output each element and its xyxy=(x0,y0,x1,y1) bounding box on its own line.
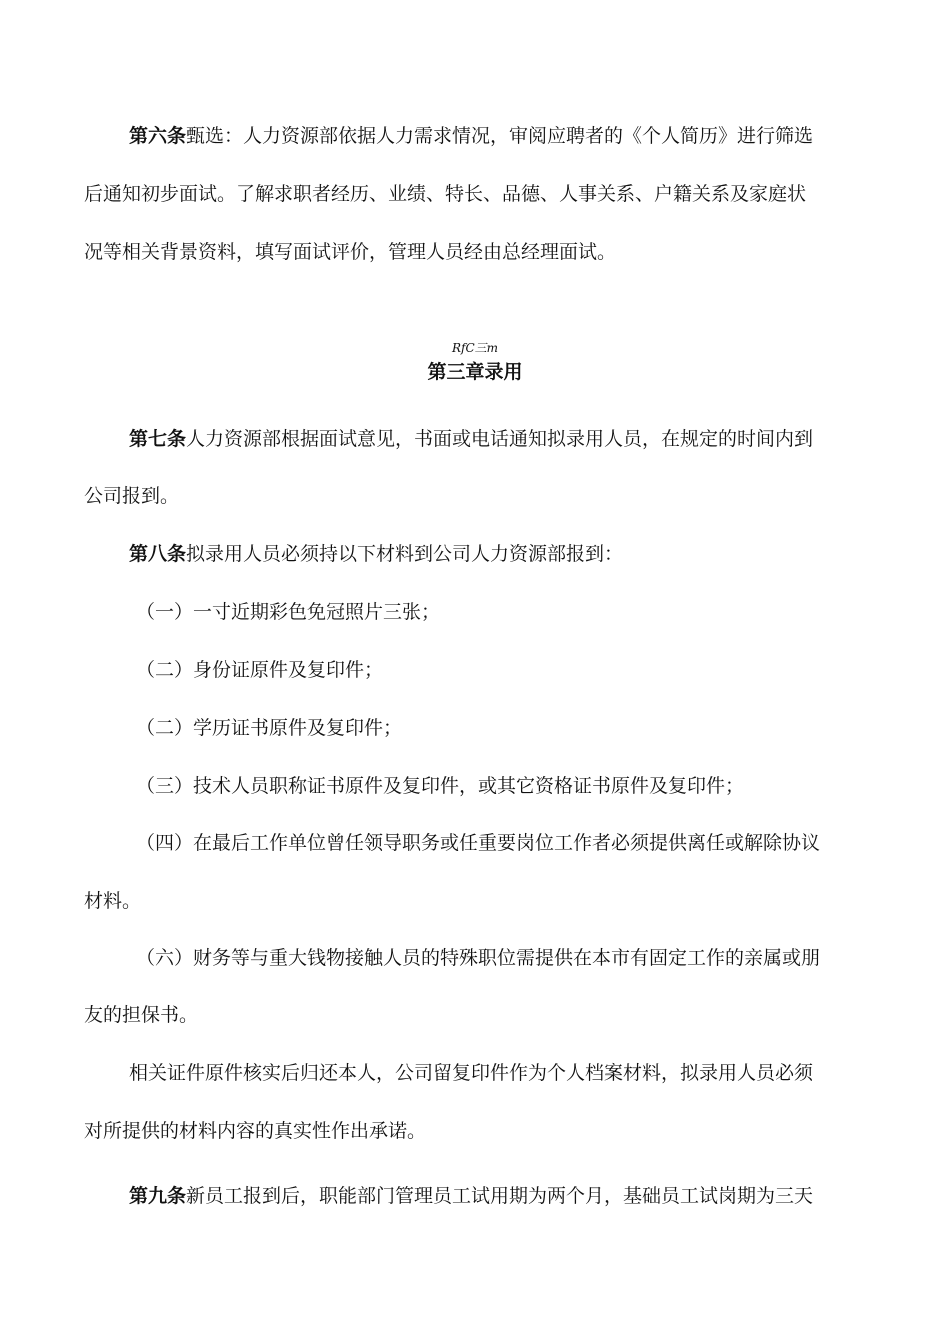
article-9-line-1 xyxy=(129,1182,874,1210)
article-7-line-2: 公司报到。 xyxy=(84,485,180,507)
article-6-label: 第六条 xyxy=(129,125,187,147)
article-9-text: 新员工报到后，职能部门管理员工试用期为两个月，基础员工试岗期为三天 xyxy=(186,1185,814,1207)
list-item-5-line-2: 材料。 xyxy=(84,890,142,912)
chapter-artifact-text: RfC三m xyxy=(451,341,499,355)
article-7-text: 人力资源部根据面试意见，书面或电话通知拟录用人员，在规定的时间内到 xyxy=(186,428,814,450)
list-item-5-line-1: （四）在最后工作单位曾任领导职务或任重要岗位工作者必须提供离任或解除协议 xyxy=(136,832,821,854)
chapter-title: 第三章录用 xyxy=(427,361,523,383)
list-item-4: （三）技术人员职称证书原件及复印件，或其它资格证书原件及复印件； xyxy=(136,775,745,797)
article-9-label: 第九条 xyxy=(129,1185,187,1207)
list-item-3: （二）学历证书原件及复印件； xyxy=(136,717,403,739)
article-8-line-1 xyxy=(129,540,874,568)
article-6-text: 甄选：人力资源部依据人力需求情况，审阅应聘者的《个人简历》进行筛选 xyxy=(186,125,814,147)
list-item-6-line-2: 友的担保书。 xyxy=(84,1004,199,1026)
article-7-label: 第七条 xyxy=(129,428,187,450)
list-item-2: （二）身份证原件及复印件； xyxy=(136,659,384,681)
note-line-1: 相关证件原件核实后归还本人，公司留复印件作为个人档案材料，拟录用人员必须 xyxy=(129,1062,814,1084)
article-8-label: 第八条 xyxy=(129,543,187,565)
article-6-line-3: 况等相关背景资料，填写面试评价，管理人员经由总经理面试。 xyxy=(84,241,617,263)
list-item-6-line-1: （六）财务等与重大钱物接触人员的特殊职位需提供在本市有固定工作的亲属或朋 xyxy=(136,947,821,969)
list-item-1: （一）一寸近期彩色免冠照片三张； xyxy=(136,601,441,623)
article-6-line-1 xyxy=(129,122,874,150)
article-7-line-1 xyxy=(129,425,874,453)
note-line-2: 对所提供的材料内容的真实性作出承诺。 xyxy=(84,1120,427,1142)
article-6-line-2: 后通知初步面试。了解求职者经历、业绩、特长、品德、人事关系、户籍关系及家庭状 xyxy=(84,183,807,205)
article-8-text: 拟录用人员必须持以下材料到公司人力资源部报到： xyxy=(186,543,624,565)
